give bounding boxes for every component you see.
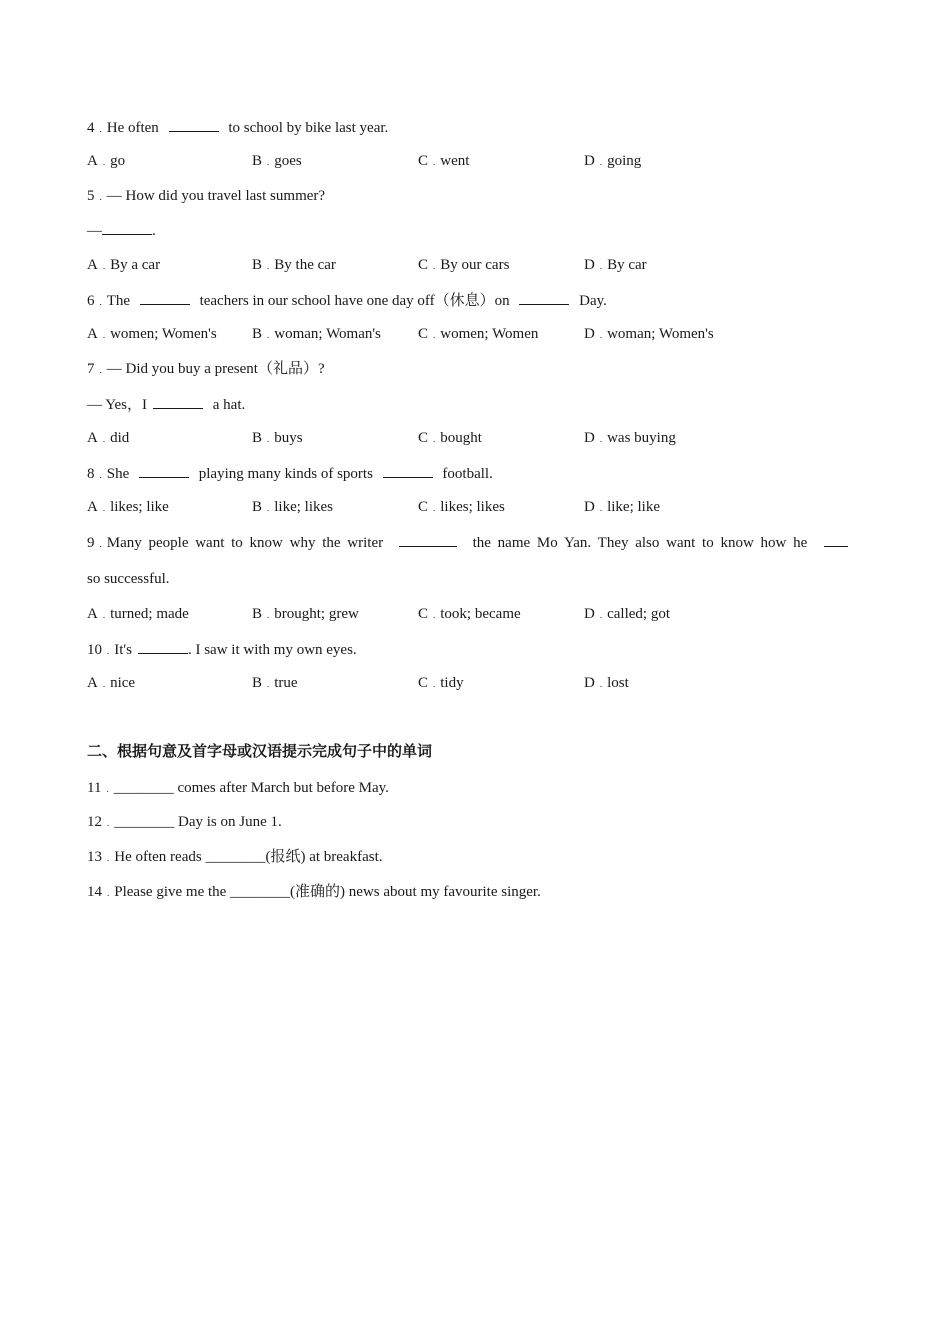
answer-blank[interactable] [383, 463, 433, 478]
option-d[interactable]: D . lost [584, 675, 629, 691]
question-text: — How did you travel last summer? [106, 188, 326, 204]
question-6: 6 . The teachers in our school have one day off（休息）on Day. [87, 290, 607, 312]
question-9: 9 . Many people want to know why the writer the name Mo Yan. They also want to know how he [87, 532, 848, 554]
question-text: to school by bike last year. [224, 120, 389, 136]
option-b[interactable]: B . goes [252, 153, 302, 169]
option-c[interactable]: C . tidy [418, 675, 464, 691]
question-13: 13 . He often reads ________(报纸) at breakfast. [87, 849, 383, 865]
answer-blank[interactable] [140, 290, 190, 305]
question-number: 5 [87, 188, 95, 204]
question-number: 6 [87, 293, 95, 309]
question-14: 14 . Please give me the ________(准确的) news about my favourite singer. [87, 884, 541, 900]
option-a[interactable]: A . likes; like [87, 499, 169, 515]
question-9-continued: so successful. [87, 571, 170, 587]
answer-blank[interactable] [102, 220, 152, 235]
answer-blank[interactable] [169, 117, 219, 132]
option-b[interactable]: B . By the car [252, 257, 336, 273]
question-10: 10 . It's . I saw it with my own eyes. [87, 639, 357, 661]
answer-blank[interactable] [824, 532, 848, 547]
option-b[interactable]: B . woman; Woman's [252, 326, 381, 342]
question-12: 12 . ________ Day is on June 1. [87, 814, 282, 830]
option-d[interactable]: D . like; like [584, 499, 660, 515]
question-7: 7 . — Did you buy a present（礼品）? [87, 361, 325, 377]
option-d[interactable]: D . called; got [584, 606, 670, 622]
option-c[interactable]: C . By our cars [418, 257, 510, 273]
option-c[interactable]: C . went [418, 153, 470, 169]
option-d[interactable]: D . woman; Women's [584, 326, 714, 342]
question-5: 5 . — How did you travel last summer? [87, 188, 326, 204]
option-a[interactable]: A . By a car [87, 257, 161, 273]
option-b[interactable]: B . true [252, 675, 298, 691]
option-b[interactable]: B . brought; grew [252, 606, 359, 622]
option-b[interactable]: B . buys [252, 430, 303, 446]
answer-blank[interactable] [399, 532, 457, 547]
question-number: 8 [87, 466, 95, 482]
option-a[interactable]: A . women; Women's [87, 326, 217, 342]
question-11: 11 . ________ comes after March but before May. [87, 780, 389, 796]
question-number: 10 [87, 642, 102, 658]
section-heading: 二、根据句意及首字母或汉语提示完成句子中的单词 [87, 742, 433, 760]
question-4: 4 . He often to school by bike last year. [87, 117, 388, 139]
option-a[interactable]: A . nice [87, 675, 136, 691]
answer-blank[interactable]: ________ [113, 780, 174, 796]
question-7-answer-line: — Yes，I a hat. [87, 394, 245, 415]
question-number: 4 [87, 120, 95, 136]
answer-blank[interactable] [153, 394, 203, 409]
answer-blank[interactable] [139, 463, 189, 478]
question-8: 8 . She playing many kinds of sports football. [87, 463, 493, 485]
option-b[interactable]: B . like; likes [252, 499, 334, 515]
option-c[interactable]: C . likes; likes [418, 499, 505, 515]
answer-blank[interactable]: ________ [230, 884, 291, 900]
question-5-answer-line: — . [87, 220, 156, 241]
answer-blank[interactable] [138, 639, 188, 654]
option-c[interactable]: C . bought [418, 430, 482, 446]
option-d[interactable]: D . By car [584, 257, 647, 273]
option-c[interactable]: C . took; became [418, 606, 521, 622]
question-number: 9 [87, 535, 95, 551]
question-number: 7 [87, 361, 95, 377]
option-d[interactable]: D . going [584, 153, 642, 169]
option-a[interactable]: A . did [87, 430, 130, 446]
option-d[interactable]: D . was buying [584, 430, 676, 446]
question-text: He often [106, 120, 163, 136]
answer-blank[interactable]: ________ [114, 814, 175, 830]
option-a[interactable]: A . go [87, 153, 126, 169]
answer-blank[interactable]: ________ [205, 849, 266, 865]
option-c[interactable]: C . women; Women [418, 326, 539, 342]
answer-blank[interactable] [519, 290, 569, 305]
option-a[interactable]: A . turned; made [87, 606, 189, 622]
